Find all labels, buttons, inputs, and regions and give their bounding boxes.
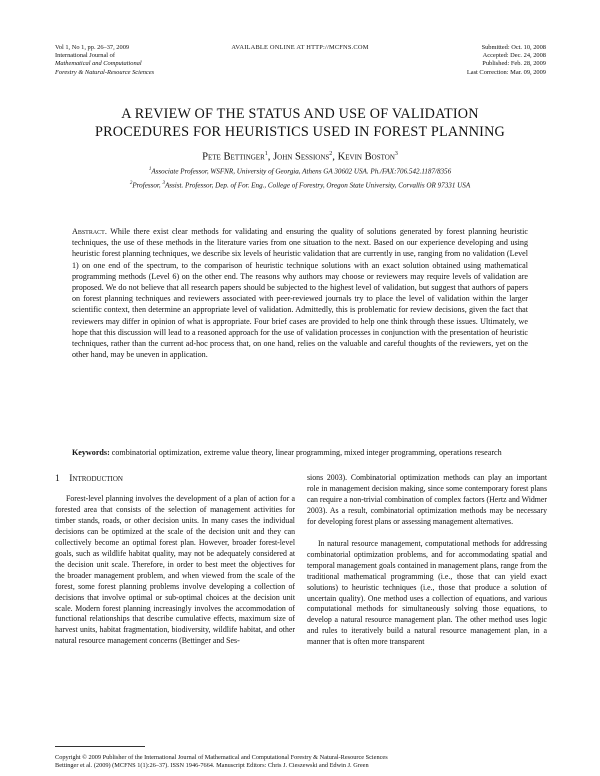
author-name: John Sessions <box>273 151 330 163</box>
affiliation-text: Professor, <box>132 181 163 190</box>
section-heading <box>55 474 123 484</box>
published-date: Published: Feb. 28, 2009 <box>482 60 546 68</box>
affiliation-mark: 1 <box>148 167 152 172</box>
paragraph: In natural resource management, computational methods for addressing combinatorial optimization problems, and for accommodating spatial and temporal management goals contained in management plans, range from the traditional mathematical programming (i.e., those that can yield exact solutions) to heuristic techniques (i.e., those that produce a solution of uncertain quality). One method uses a collection of equations, and various computational methods for simultaneously solving those equations, to develop a natural resource management plan. The other method uses logic and rules to iteratively build a natural resource management plan, in a manner that is often more transparent <box>307 538 547 647</box>
keywords-text: combinatorial optimization, extreme value theory, linear programming, mixed integer programming, operations research <box>111 448 502 457</box>
keywords-label: Keywords: <box>72 448 110 457</box>
journal-name-line: International Journal of <box>55 52 115 60</box>
title-line: PROCEDURES FOR HEURISTICS USED IN FOREST PLANNING <box>95 123 505 140</box>
abstract-label: Abstract. <box>72 227 107 236</box>
section-title: Introduction <box>69 474 123 484</box>
author-name: Kevin Boston <box>337 151 395 163</box>
author-footnote-mark: 3 <box>394 151 398 157</box>
author-footnote-mark: 1 <box>264 151 268 157</box>
correction-date: Last Correction: Mar. 09, 2009 <box>466 68 546 76</box>
abstract-text: While there exist clear methods for validating and ensuring the quality of solutions generated by forest planning heuristic techniques, the use of these methods in the literature varies from one situation to the next. Based on our experience developing and using heuristic forest planning techniques, we describe six levels of heuristic validation that are currently in use, ranging from no validation (Level 1) on one end of the spectrum, to the comparison of heuristic technique solutions with an exact solution obtained using mathematical programming methods (Level 6) on the other end. The reasons why authors may choose or reviewers may require levels of validation are proposed. We do not believe that all research papers should be subjected to the highest level of validation, but suggest that authors of papers on forest planning techniques and reviewers associated with peer-reviewed journals try to place the level of validation within the larger scientific context, then determine an appropriate level of validation. Admittedly, this is problematic for review decisions, given the fact that reviewers may differ in opinion of what is appropriate. Four brief cases are provided to help one think through these issues. Ultimately, we hope that this discussion will lead to a reasoned approach for the use of validation processes in conjunction with the presentation of heuristic techniques, rather than the current ad-hoc process that, on one hand, relies on the valuable and careful thoughts of the reviewers, yet on the other hand, may be uneven in application. <box>72 227 528 360</box>
paper-title <box>50 106 550 141</box>
citation-line: Bettinger et al. (2009) (MCFNS 1(1):26–37). ISSN 1946-7664. Manuscript Editors: Chris J. Cieszewski and Edwin J. Green <box>55 762 369 769</box>
paragraph-gap <box>307 528 547 539</box>
copyright-line: Copyright © 2009 Publisher of the International Journal of Mathematical and Computational Forestry & Natural-Resource Sciences <box>55 754 388 761</box>
paragraph: sions 2003). Combinatorial optimization methods can play an important role in management decision making, since some contemporary forest plans can require a non-trivial combination of complex factors (Hertz and Widmer 2003). As a result, combinatorial optimization methods may be necessary for developing forest plans or assessing management alternatives. <box>307 473 547 526</box>
journal-name-line: Forestry & Natural-Resource Sciences <box>55 68 155 76</box>
body-column-left <box>55 494 295 647</box>
affiliation-mark: 2 <box>129 181 133 186</box>
page-footer <box>55 754 550 770</box>
keywords <box>72 447 528 458</box>
running-header-right <box>400 44 546 77</box>
affiliation-mark: 3 <box>162 181 165 186</box>
title-line: A REVIEW OF THE STATUS AND USE OF VALIDATION <box>121 106 479 122</box>
journal-name-line: Mathematical and Computational <box>55 60 142 68</box>
affiliation-line <box>40 181 560 189</box>
journal-url[interactable]: AVAILABLE ONLINE AT HTTP://MCFNS.COM <box>231 44 369 51</box>
body-column-right <box>307 473 547 648</box>
author-footnote-mark: 2 <box>329 151 333 157</box>
footer-rule <box>55 746 145 747</box>
submitted-date: Submitted: Oct. 10, 2008 <box>481 44 546 51</box>
author-list: Pete Bettinger$^1$, John Sessions$^2$, Kevin Boston$^3$ <box>202 151 398 163</box>
affiliation-text: Associate Professor, WSFNR, University of Georgia, Athens GA 30602 USA. Ph./FAX:706.542.1187/8356 <box>151 167 452 176</box>
abstract <box>72 226 528 360</box>
author-name: Pete Bettinger <box>202 151 265 163</box>
affiliation-text: Assist. Professor, Dep. of For. Eng., College of Forestry, Oregon State University, Corvallis OR 97331 USA <box>164 181 471 190</box>
section-number: 1 <box>55 474 60 484</box>
paragraph: Forest-level planning involves the development of a plan of action for a forested area that consists of the selection of management activities for timber stands, roads, or other decision units. In many cases the individual decisions can be optimized at the scale of the decision unit and they can collectively become an optimal forest plan. However, broader forest-level goals, such as wildlife habitat quality, may not be adequately considered at the decision unit scale. Therefore, in order to best meet the objectives for the broader management problem, and when viewed from the scale of the forest, some forest planning problems involve developing a collection of decisions that involve optimal or sub-optimal choices at the decision unit scale. Modern forest planning increasingly involves the accommodation of functional relationships that describe cumulative effects, maximum size of harvest units, habitat fragmentation, biodiversity, wildlife habitat, and other natural resource management concerns (Bettinger and Ses- <box>55 494 295 646</box>
accepted-date: Accepted: Dec. 24, 2008 <box>482 52 546 60</box>
volume-info: Vol 1, No 1, pp. 26–37, 2009 <box>55 44 130 51</box>
affiliation-line <box>40 167 560 175</box>
